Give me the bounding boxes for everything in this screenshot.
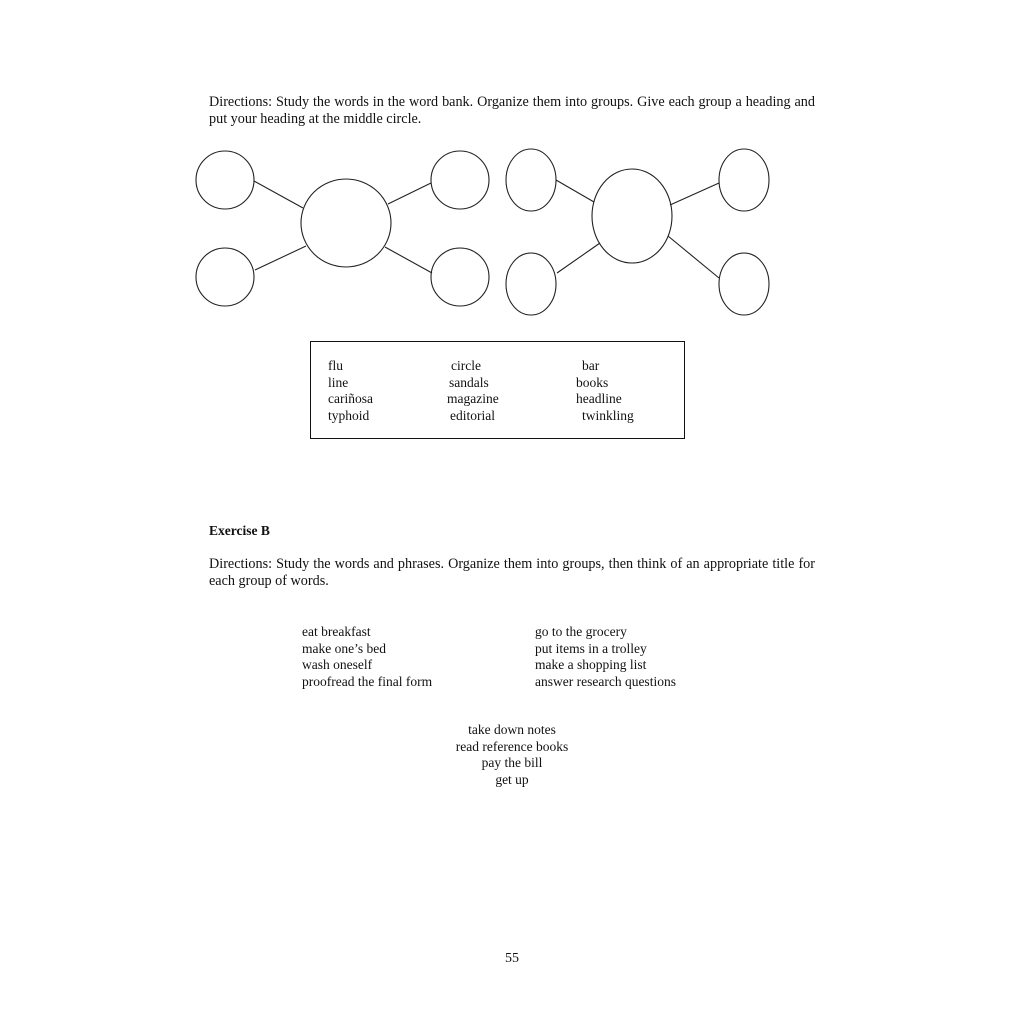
word-bank-column-2: [447, 358, 499, 424]
connector-line: [670, 183, 719, 205]
word-bank: [310, 341, 685, 439]
connector-line: [556, 180, 594, 202]
semantic-web-2: [506, 149, 769, 315]
phrase-item: eat breakfast: [302, 624, 371, 639]
word-bank-column-1: [328, 358, 373, 424]
middle-circle[interactable]: [301, 179, 391, 267]
phrase-item: get up: [495, 771, 529, 787]
connector-line: [668, 236, 719, 278]
phrases-right-column: [535, 624, 676, 690]
word-bank-item: headline: [576, 391, 622, 406]
semantic-web-diagrams: [0, 0, 1024, 340]
word-bank-item: typhoid: [328, 407, 370, 423]
semantic-web-1: [196, 151, 489, 306]
middle-circle[interactable]: [592, 169, 672, 263]
outer-circle[interactable]: [506, 149, 556, 211]
outer-circle[interactable]: [196, 151, 254, 209]
connector-line: [557, 243, 600, 273]
connector-line: [255, 246, 306, 270]
outer-circle[interactable]: [719, 253, 769, 315]
phrase-item: pay the bill: [481, 755, 543, 770]
connector-line: [388, 183, 431, 204]
exercise-a-directions: Directions: Study the words in the word bank. Organize them into groups. Give each group a heading and put your heading at the middle circle.: [209, 94, 815, 127]
connector-line: [254, 181, 303, 208]
word-bank-item: cariñosa: [328, 391, 373, 406]
word-bank-column-3: [576, 358, 634, 424]
word-bank-item: magazine: [447, 391, 499, 406]
phrases-left-column: [302, 624, 432, 690]
outer-circle[interactable]: [431, 151, 489, 209]
exercise-b-directions: Directions: Study the words and phrases. Organize them into groups, then think of an appropriate title for each group of words.: [209, 556, 815, 589]
word-bank-item: books: [576, 374, 609, 390]
word-bank-item: twinkling: [582, 407, 634, 423]
outer-circle[interactable]: [506, 253, 556, 315]
word-bank-item: sandals: [449, 374, 489, 390]
page-number: 55: [505, 951, 519, 966]
phrases-center-column: [412, 722, 612, 788]
phrase-item: read reference books: [455, 738, 569, 754]
phrase-item: go to the grocery: [535, 624, 627, 639]
phrase-item: put items in a trolley: [535, 640, 647, 656]
phrase-item: take down notes: [468, 722, 556, 737]
word-bank-item: bar: [582, 358, 600, 373]
outer-circle[interactable]: [431, 248, 489, 306]
outer-circle[interactable]: [719, 149, 769, 211]
word-bank-item: editorial: [450, 407, 495, 423]
word-bank-item: line: [328, 374, 349, 390]
phrase-item: make one’s bed: [302, 640, 386, 656]
phrase-item: proofread the final form: [302, 673, 433, 689]
phrase-item: wash oneself: [302, 657, 373, 672]
exercise-b-heading: Exercise B: [209, 523, 270, 538]
outer-circle[interactable]: [196, 248, 254, 306]
word-bank-item: circle: [451, 358, 481, 373]
phrase-item: answer research questions: [535, 673, 676, 689]
phrase-item: make a shopping list: [535, 657, 647, 672]
connector-line: [385, 247, 432, 273]
word-bank-item: flu: [328, 358, 343, 373]
